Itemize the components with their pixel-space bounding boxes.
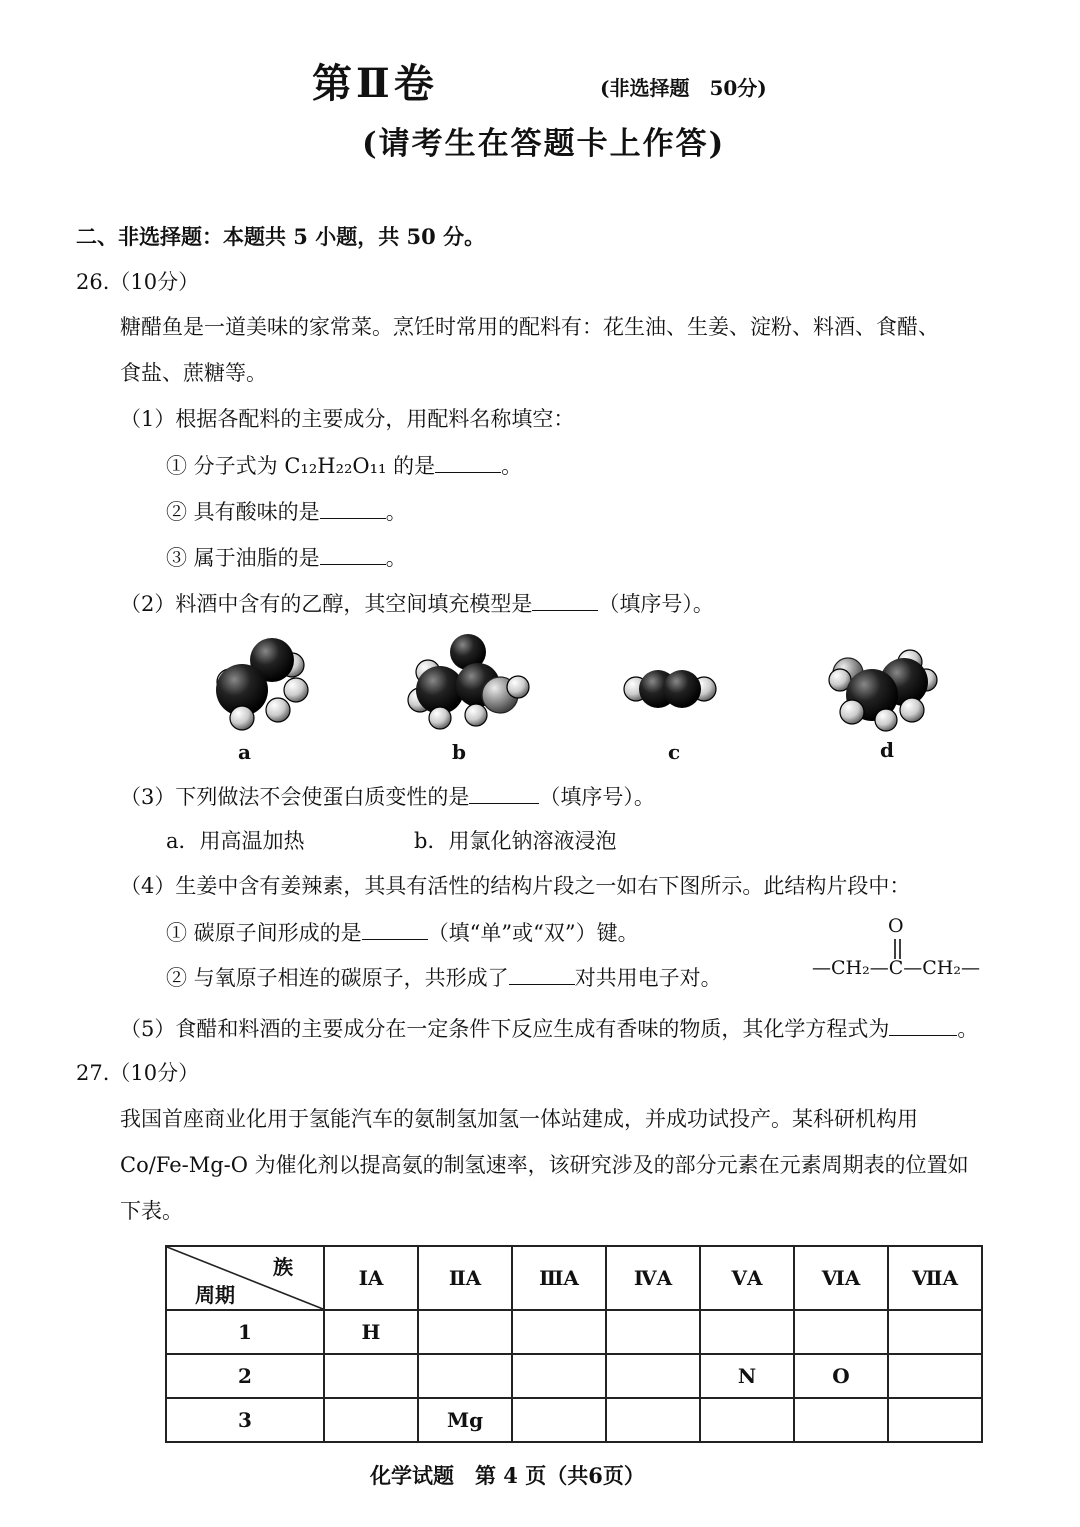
q26-part4-b-text: ② 与氧原子相连的碳原子，共形成了 — [166, 966, 509, 990]
q26-part1: （1）根据各配料的主要成分，用配料名称填空： — [120, 407, 575, 431]
group-header: ⅤA — [700, 1246, 794, 1310]
q26-part5-text: （5）食醋和料酒的主要成分在一定条件下反应生成有香味的物质，其化学方程式为 — [120, 1017, 890, 1041]
model-label-a: a — [238, 740, 251, 764]
q26-part2 — [120, 588, 714, 619]
fragment-chain: —CH₂—C—CH₂— — [812, 957, 980, 979]
period-cell: 1 — [166, 1310, 324, 1354]
model-b — [408, 634, 529, 729]
period: 。 — [501, 454, 523, 478]
model-d — [829, 650, 937, 731]
answer-blank — [469, 781, 539, 804]
period: 。 — [385, 500, 407, 524]
q26-intro-line2: 食盐、蔗糖等。 — [120, 361, 267, 385]
model-c — [624, 670, 716, 708]
q26-part2-hint: （填序号）。 — [598, 592, 714, 616]
q26-part1-b — [166, 496, 407, 527]
element-cell — [418, 1310, 512, 1354]
answer-blank — [320, 542, 386, 565]
table-row — [166, 1310, 982, 1354]
volume-subtitle: (请考生在答题卡上作答) — [362, 126, 726, 162]
q26-part1-a-formula: C₁₂H₂₂O₁₁ — [284, 454, 387, 478]
volume-note: (非选择题 50分) — [600, 76, 767, 100]
group-header: ⅡA — [418, 1246, 512, 1310]
q26-part1-a-suffix: 的是 — [386, 454, 436, 478]
corner-period-label: 周期 — [195, 1283, 235, 1307]
period: 。 — [957, 1017, 979, 1041]
periodic-table — [165, 1245, 983, 1443]
element-cell — [512, 1398, 606, 1442]
element-cell — [700, 1310, 794, 1354]
q26-part3 — [120, 781, 655, 812]
q26-part1-b-text: ② 具有酸味的是 — [166, 500, 320, 524]
answer-blank — [435, 450, 501, 473]
answer-blank — [320, 496, 386, 519]
element-cell — [794, 1310, 888, 1354]
volume-title: 第Ⅱ卷 — [312, 60, 438, 107]
q26-number: 26.（10分） — [76, 270, 200, 294]
element-cell — [888, 1310, 982, 1354]
molecule-models — [200, 630, 960, 740]
group-header: ⅦA — [888, 1246, 982, 1310]
q26-part1-c-text: ③ 属于油脂的是 — [166, 546, 320, 570]
element-cell: O — [794, 1354, 888, 1398]
table-row — [166, 1398, 982, 1442]
element-cell — [794, 1398, 888, 1442]
q26-part3-hint: （填序号）。 — [539, 785, 655, 809]
q26-part3-option-b: b．用氯化钠溶液浸泡 — [414, 829, 617, 853]
group-header: ⅢA — [512, 1246, 606, 1310]
element-cell — [324, 1354, 418, 1398]
q26-part4-a — [166, 917, 639, 948]
element-cell — [606, 1398, 700, 1442]
q26-part4-b-hint: 对共用电子对。 — [574, 966, 722, 990]
model-label-d: d — [880, 738, 894, 762]
q27-number: 27.（10分） — [76, 1061, 200, 1085]
period: 。 — [385, 546, 407, 570]
element-cell — [606, 1310, 700, 1354]
group-header: ⅥA — [794, 1246, 888, 1310]
answer-blank — [532, 588, 598, 611]
period-cell: 3 — [166, 1398, 324, 1442]
table-row — [166, 1354, 982, 1398]
q26-part4-a-hint: （填“单”或“双”）键。 — [427, 921, 639, 945]
element-cell — [700, 1398, 794, 1442]
element-cell — [606, 1354, 700, 1398]
model-label-c: c — [668, 740, 681, 764]
q26-part2-text: （2）料酒中含有的乙醇，其空间填充模型是 — [120, 592, 533, 616]
q27-line2: Co/Fe-Mg-O 为催化剂以提高氨的制氢速率，该研究涉及的部分元素在元素周期表的位置如 — [120, 1153, 969, 1177]
model-a — [216, 638, 308, 730]
q26-part4: （4）生姜中含有姜辣素，其具有活性的结构片段之一如右下图所示。此结构片段中： — [120, 874, 911, 898]
group-header: ⅠA — [324, 1246, 418, 1310]
answer-blank — [362, 917, 428, 940]
q26-part1-a — [166, 450, 522, 481]
q26-intro-line1: 糖醋鱼是一道美味的家常菜。烹饪时常用的配料有：花生油、生姜、淀粉、料酒、食醋、 — [120, 315, 939, 339]
q26-part3-option-a: a．用高温加热 — [166, 829, 305, 853]
answer-blank — [889, 1013, 957, 1036]
q26-part4-b — [166, 962, 722, 993]
element-cell: N — [700, 1354, 794, 1398]
element-cell: Mg — [418, 1398, 512, 1442]
period-cell: 2 — [166, 1354, 324, 1398]
q26-part3-text: （3）下列做法不会使蛋白质变性的是 — [120, 785, 470, 809]
section-heading: 二、非选择题：本题共 5 小题，共 50 分。 — [76, 224, 486, 249]
q26-part4-a-text: ① 碳原子间形成的是 — [166, 921, 362, 945]
group-header: ⅣA — [606, 1246, 700, 1310]
corner-group-label: 族 — [273, 1255, 293, 1279]
page-footer: 化学试题 第 4 页（共6页） — [370, 1463, 645, 1488]
q26-part1-a-prefix: ① 分子式为 — [166, 454, 285, 478]
element-cell — [888, 1354, 982, 1398]
element-cell: H — [324, 1310, 418, 1354]
diagonal-line — [167, 1247, 323, 1309]
table-corner-cell — [166, 1246, 324, 1310]
element-cell — [324, 1398, 418, 1442]
q26-part5 — [120, 1013, 978, 1044]
q27-line3: 下表。 — [120, 1199, 183, 1223]
element-cell — [888, 1398, 982, 1442]
element-cell — [418, 1354, 512, 1398]
model-label-b: b — [452, 740, 466, 764]
q27-line1: 我国首座商业化用于氢能汽车的氨制氢加氢一体站建成，并成功试投产。某科研机构用 — [120, 1107, 918, 1131]
fragment-oxygen: O — [888, 915, 904, 937]
element-cell — [512, 1310, 606, 1354]
answer-blank — [509, 962, 575, 985]
element-cell — [512, 1354, 606, 1398]
q26-part1-c — [166, 542, 407, 573]
